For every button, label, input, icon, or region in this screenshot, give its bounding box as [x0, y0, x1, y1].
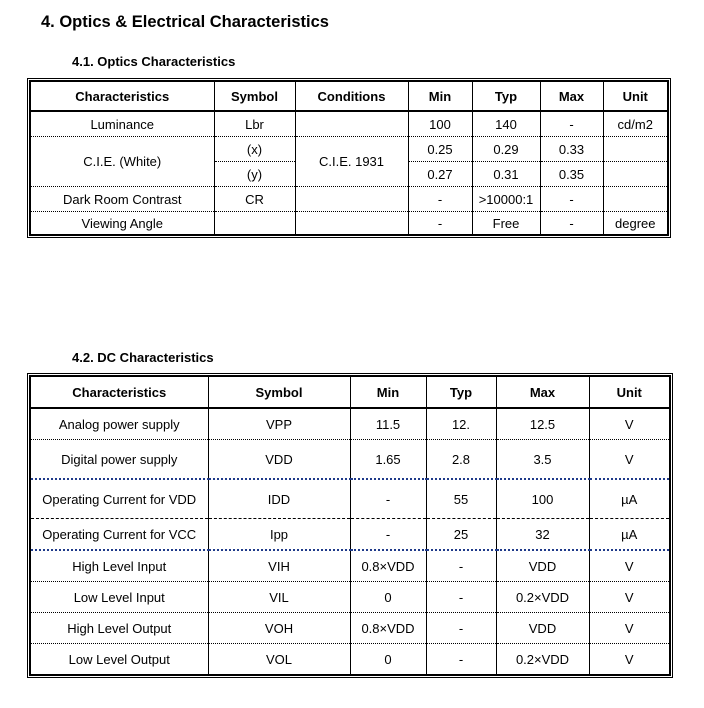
table-row: [30, 408, 670, 440]
table-cell: µA: [589, 519, 670, 551]
table-row: [30, 479, 670, 519]
table-cell: Low Level Output: [30, 644, 208, 676]
table-cell: IDD: [208, 479, 350, 519]
table-cell: C.I.E. (White): [30, 137, 214, 187]
table-cell: VOH: [208, 613, 350, 644]
table-cell: 0.25: [408, 137, 472, 162]
table-cell: Ipp: [208, 519, 350, 551]
header-cell: Unit: [589, 376, 670, 408]
table-cell: 11.5: [350, 408, 426, 440]
table-cell: 0: [350, 582, 426, 613]
header-cell: Min: [350, 376, 426, 408]
table-cell: Operating Current for VCC: [30, 519, 208, 551]
table-cell: 0.29: [472, 137, 540, 162]
section-title: 4. Optics & Electrical Characteristics: [41, 13, 329, 31]
header-cell: Characteristics: [30, 376, 208, 408]
table-cell: 0.27: [408, 162, 472, 187]
table-cell: [295, 212, 408, 236]
table-cell: 0.8×VDD: [350, 550, 426, 582]
table-cell: degree: [603, 212, 668, 236]
table-row: [30, 137, 668, 162]
table-cell: High Level Input: [30, 550, 208, 582]
table-row: [30, 613, 670, 644]
table-cell: 0.8×VDD: [350, 613, 426, 644]
table-row: [30, 111, 668, 137]
table-cell: VOL: [208, 644, 350, 676]
header-cell: Characteristics: [30, 81, 214, 111]
table-cell: -: [426, 613, 496, 644]
table-cell: 0.31: [472, 162, 540, 187]
table-cell: Free: [472, 212, 540, 236]
table-cell: V: [589, 440, 670, 480]
table-cell: [214, 212, 295, 236]
table-cell: -: [408, 212, 472, 236]
table-cell: cd/m2: [603, 111, 668, 137]
table-cell: C.I.E. 1931: [295, 137, 408, 187]
header-cell: Symbol: [214, 81, 295, 111]
table-cell: (y): [214, 162, 295, 187]
table-cell: -: [408, 187, 472, 212]
table-cell: VDD: [496, 550, 589, 582]
table-cell: >10000:1: [472, 187, 540, 212]
header-cell: Typ: [426, 376, 496, 408]
table-cell: Luminance: [30, 111, 214, 137]
table-cell: 140: [472, 111, 540, 137]
table-row: [30, 644, 670, 676]
dc-table: [29, 375, 671, 676]
optics-table: [29, 80, 669, 236]
table-cell: -: [426, 644, 496, 676]
table-cell: [603, 162, 668, 187]
table-cell: 0: [350, 644, 426, 676]
table-cell: 0.2×VDD: [496, 582, 589, 613]
table-cell: Dark Room Contrast: [30, 187, 214, 212]
header-cell: Typ: [472, 81, 540, 111]
table-cell: V: [589, 550, 670, 582]
table-cell: V: [589, 644, 670, 676]
table-cell: 32: [496, 519, 589, 551]
table-cell: VIL: [208, 582, 350, 613]
table-cell: (x): [214, 137, 295, 162]
table-cell: 100: [408, 111, 472, 137]
table-row: [30, 582, 670, 613]
table-row: [30, 519, 670, 551]
table-row: [30, 440, 670, 480]
header-cell: Max: [496, 376, 589, 408]
table-cell: 1.65: [350, 440, 426, 480]
table-cell: 100: [496, 479, 589, 519]
table-cell: -: [540, 187, 603, 212]
table-cell: V: [589, 613, 670, 644]
table-cell: CR: [214, 187, 295, 212]
table-row: [30, 187, 668, 212]
table-cell: -: [350, 519, 426, 551]
dc-header-row: [30, 376, 670, 408]
table-cell: [295, 187, 408, 212]
table-cell: -: [540, 212, 603, 236]
table-cell: 2.8: [426, 440, 496, 480]
header-cell: Max: [540, 81, 603, 111]
table-cell: 3.5: [496, 440, 589, 480]
table-cell: µA: [589, 479, 670, 519]
table-cell: [295, 111, 408, 137]
table-cell: -: [350, 479, 426, 519]
table-cell: V: [589, 582, 670, 613]
optics-heading: 4.1. Optics Characteristics: [72, 54, 236, 69]
table-cell: VIH: [208, 550, 350, 582]
header-cell: Unit: [603, 81, 668, 111]
table-cell: -: [426, 550, 496, 582]
table-cell: VPP: [208, 408, 350, 440]
table-row: [30, 212, 668, 236]
table-cell: Analog power supply: [30, 408, 208, 440]
table-cell: [603, 137, 668, 162]
table-cell: Viewing Angle: [30, 212, 214, 236]
table-cell: -: [540, 111, 603, 137]
table-cell: Low Level Input: [30, 582, 208, 613]
table-cell: V: [589, 408, 670, 440]
optics-header-row: [30, 81, 668, 111]
table-cell: 25: [426, 519, 496, 551]
table-cell: -: [426, 582, 496, 613]
header-cell: Conditions: [295, 81, 408, 111]
table-cell: 0.2×VDD: [496, 644, 589, 676]
table-cell: 12.: [426, 408, 496, 440]
table-cell: Digital power supply: [30, 440, 208, 480]
dc-heading: 4.2. DC Characteristics: [72, 350, 214, 365]
table-cell: 0.33: [540, 137, 603, 162]
table-cell: 0.35: [540, 162, 603, 187]
table-cell: Operating Current for VDD: [30, 479, 208, 519]
table-cell: VDD: [208, 440, 350, 480]
table-cell: VDD: [496, 613, 589, 644]
table-cell: Lbr: [214, 111, 295, 137]
table-cell: 12.5: [496, 408, 589, 440]
table-cell: [603, 187, 668, 212]
header-cell: Symbol: [208, 376, 350, 408]
table-cell: High Level Output: [30, 613, 208, 644]
table-row: [30, 550, 670, 582]
header-cell: Min: [408, 81, 472, 111]
table-cell: 55: [426, 479, 496, 519]
